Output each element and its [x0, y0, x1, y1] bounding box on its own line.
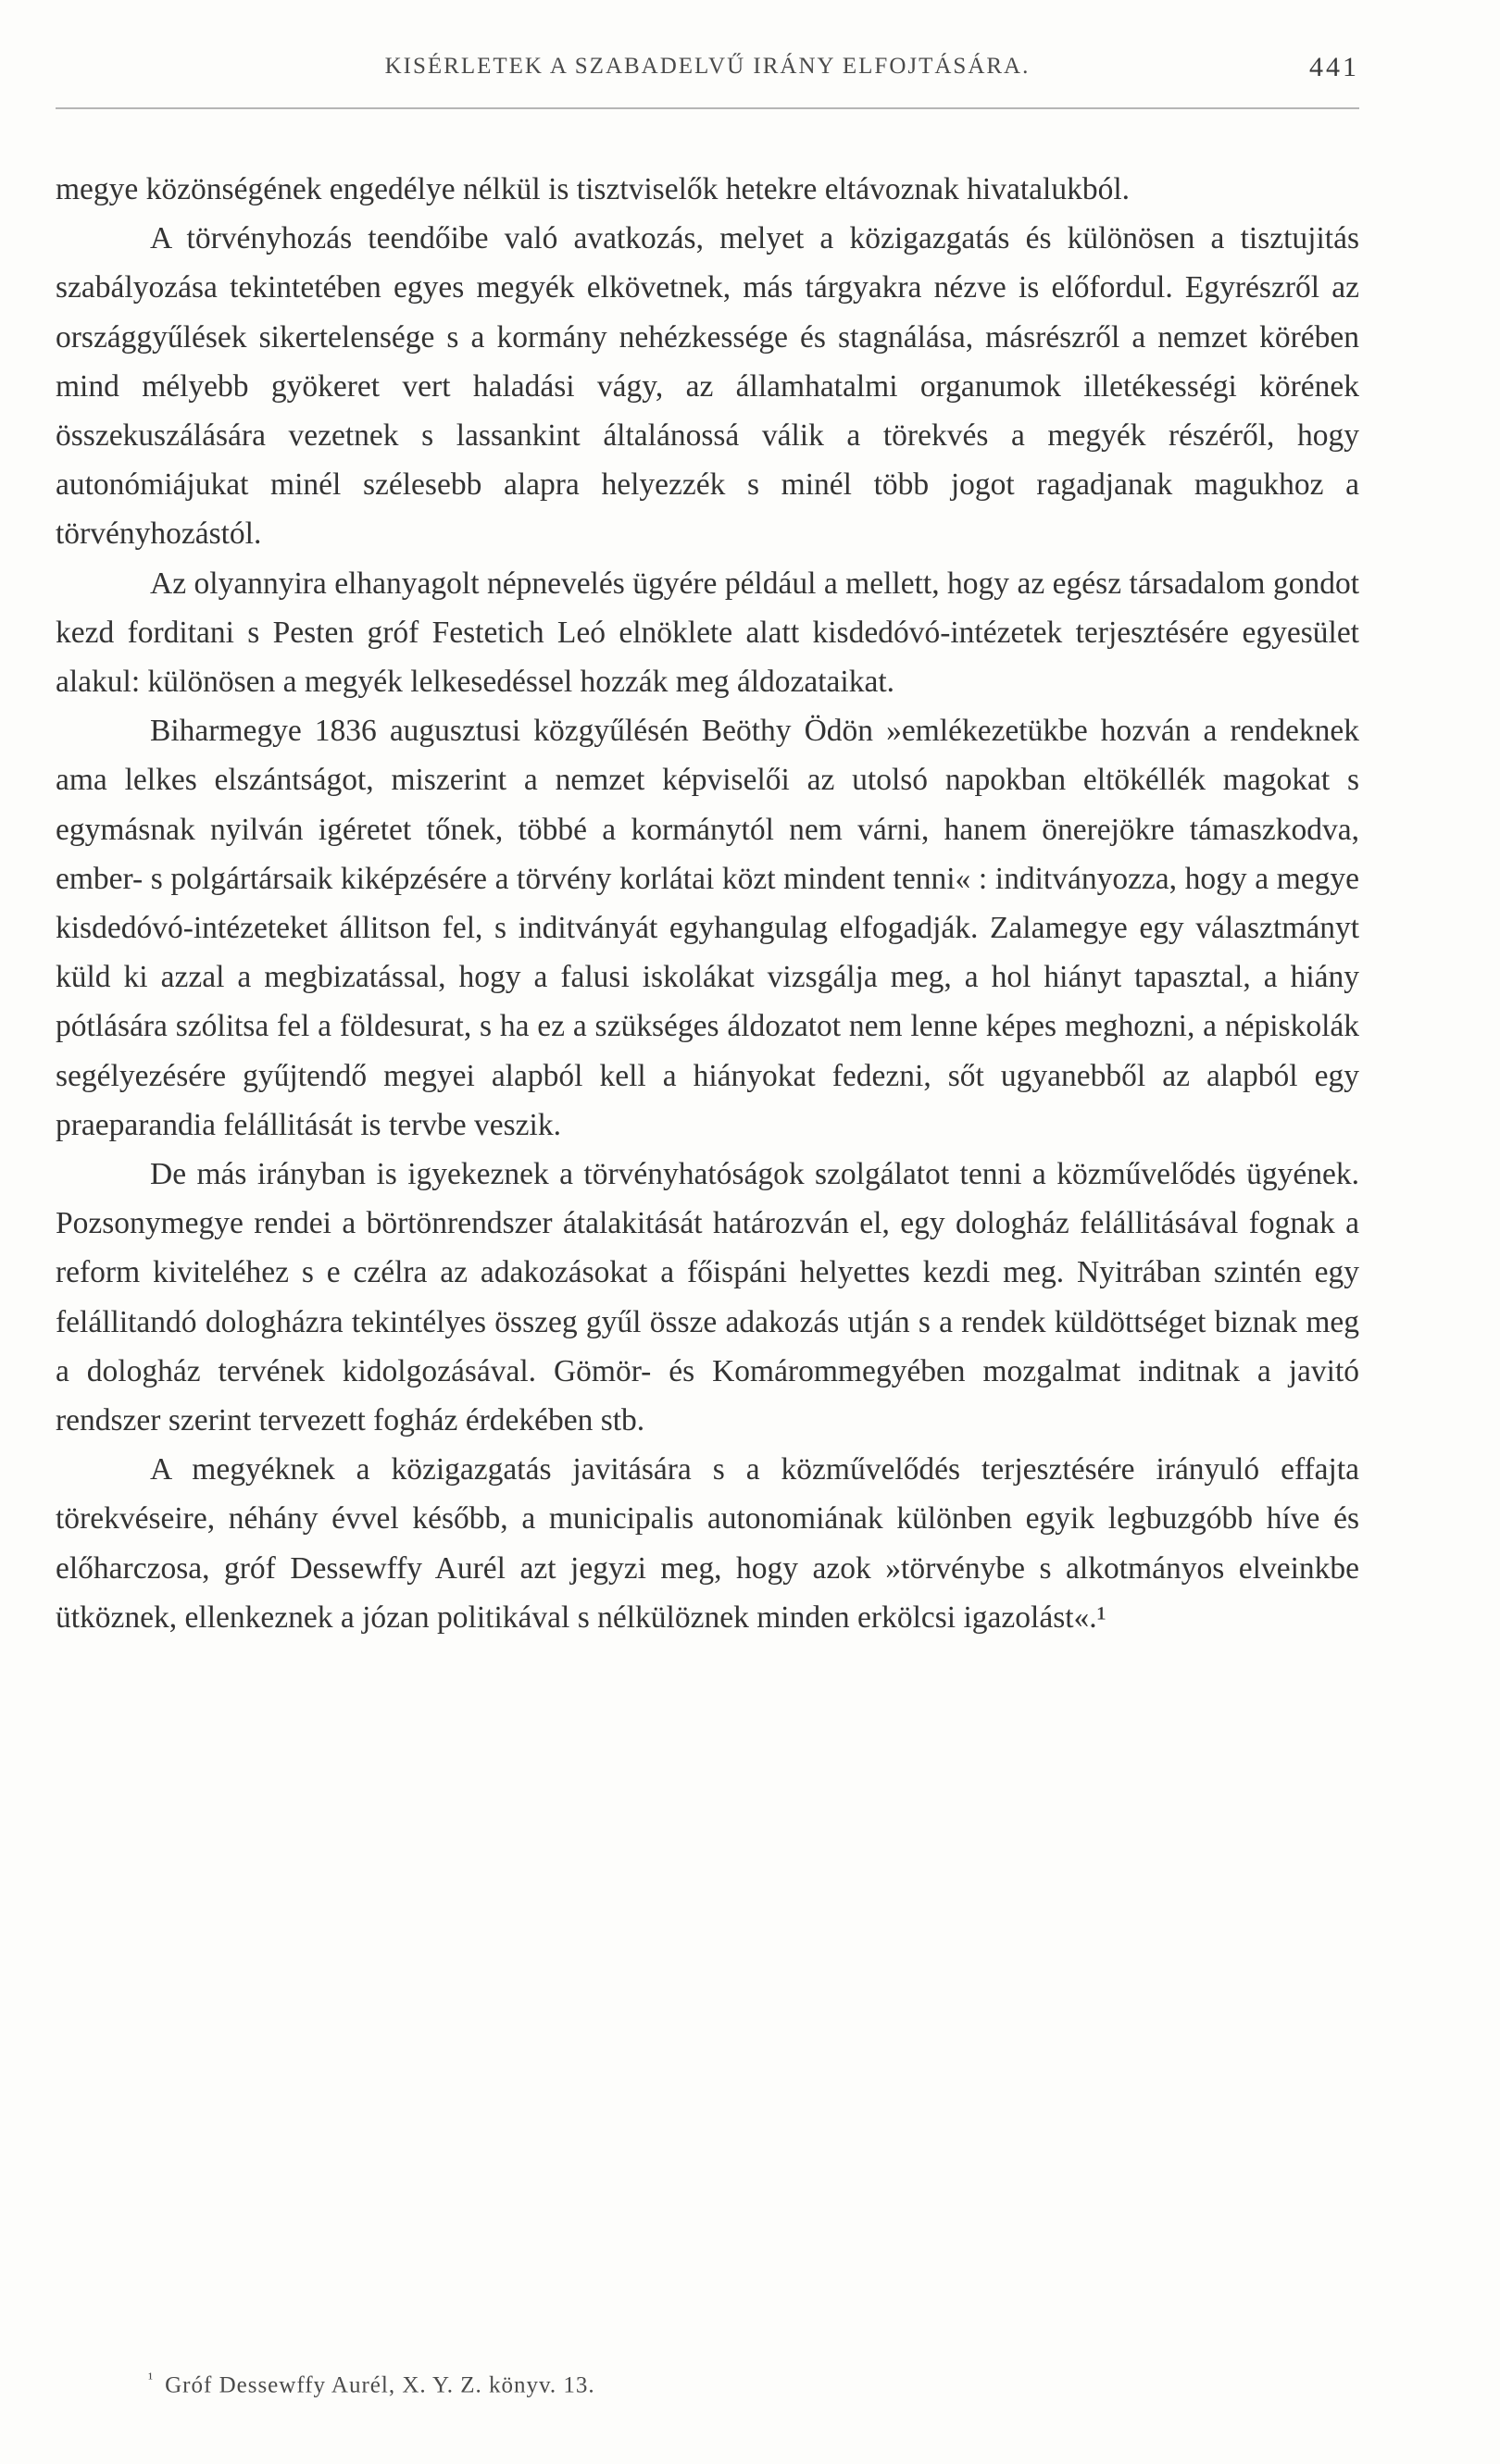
paragraph: A törvényhozás teendőibe való avatkozás, melyet a közigazgatás és különösen a tisztujitás szabályozása tekintetében egyes megyék elkövetnek, más tárgyakra nézve is előfordul. Egyrészről az országgyűlések sikertelensége s a kormány nehézkessége és stagnálása, másrészről a nemzet körében mind mélyebb gyökeret vert haladási vágy, az államhatalmi organumok illetékességi körének összekuszálására vezetnek s lassankint általánossá válik a törekvés a megyék részéről, hogy autonómiájukat minél szélesebb alapra helyezzék s minél több jogot ragadjanak magukhoz a törvényhozástól. — [56, 221, 1359, 552]
header-rule — [56, 107, 1359, 109]
footnote-marker: ¹ — [148, 2370, 155, 2387]
paragraph: A megyéknek a közigazgatás javitására s a közművelődés terjesztésére irányuló effajta törekvéseire, néhány évvel később, a municipalis autonomiának különben egyik legbuzgóbb híve és előharczosa, gróf Dessewffy Aurél azt jegyzi meg, hogy azok »törvénybe s alkotmányos elveinkbe ütköznek, ellenkeznek a józan politikával s nélkülöznek minden erkölcsi igazolást«.¹ — [56, 1452, 1359, 1635]
footnote-text: Gróf Dessewffy Aurél, X. Y. Z. könyv. 13. — [165, 2372, 595, 2398]
footnote — [148, 2370, 1352, 2398]
body-text — [56, 165, 1359, 1642]
page-number: 441 — [1309, 52, 1359, 82]
paragraph: De más irányban is igyekeznek a törvényhatóságok szolgálatot tenni a közművelődés ügyének. Pozsonymegye rendei a börtönrendszer átalakitását határozván el, egy dologház felállitásával fognak a reform kiviteléhez s e czélra az adakozásokat a főispáni helyettes kezdi meg. Nyitrában szintén egy felállitandó dologházra tekintélyes összeg gyűl össze adakozás utján s a rendek küldöttséget biznak meg a dologház tervének kidolgozásával. Gömör- és Komárommegyében mozgalmat inditnak a javitó rendszer szerint tervezett fogház érdekében stb. — [56, 1157, 1359, 1438]
paragraph-continuation: megye közönségének engedélye nélkül is tisztviselők hetekre eltávoznak hivatalukból. — [56, 172, 1131, 206]
running-title: KISÉRLETEK A SZABADELVŰ IRÁNY ELFOJTÁSÁRA. — [384, 54, 1031, 79]
paragraph: Biharmegye 1836 augusztusi közgyűlésén Beöthy Ödön »emlékezetükbe hozván a rendeknek ama lelkes elszántságot, miszerint a nemzet képviselői az utolsó napokban eltökéllék magokat s egymásnak nyilván igéretet tőnek, többé a kormánytól nem várni, hanem önerejökre támaszkodva, ember- s polgártársaik kiképzésére a törvény korlátai közt mindent tenni« : inditványozza, hogy a megye kisdedóvó-intézeteket állitson fel, s inditványát egyhangulag elfogadják. Zalamegye egy választmányt küld ki azzal a megbizatással, hogy a falusi iskolákat vizsgálja meg, a hol hiányt tapasztal, a hiány pótlására szólitsa fel a földesurat, s ha ez a szükséges áldozatot nem lenne képes meghozni, a népiskolák segélyezésére gyűjtendő megyei alapból kell a hiányokat fedezni, sőt ugyanebből az alapból egy praeparandia felállitását is tervbe veszik. — [56, 714, 1359, 1142]
paragraph: Az olyannyira elhanyagolt népnevelés ügyére például a mellett, hogy az egész társadalom gondot kezd forditani s Pesten gróf Festetich Leó elnöklete alatt kisdedóvó-intézetek terjesztésére egyesület alakul: különösen a megyék lelkesedéssel hozzák meg áldozataikat. — [56, 566, 1359, 700]
running-header — [56, 54, 1359, 91]
